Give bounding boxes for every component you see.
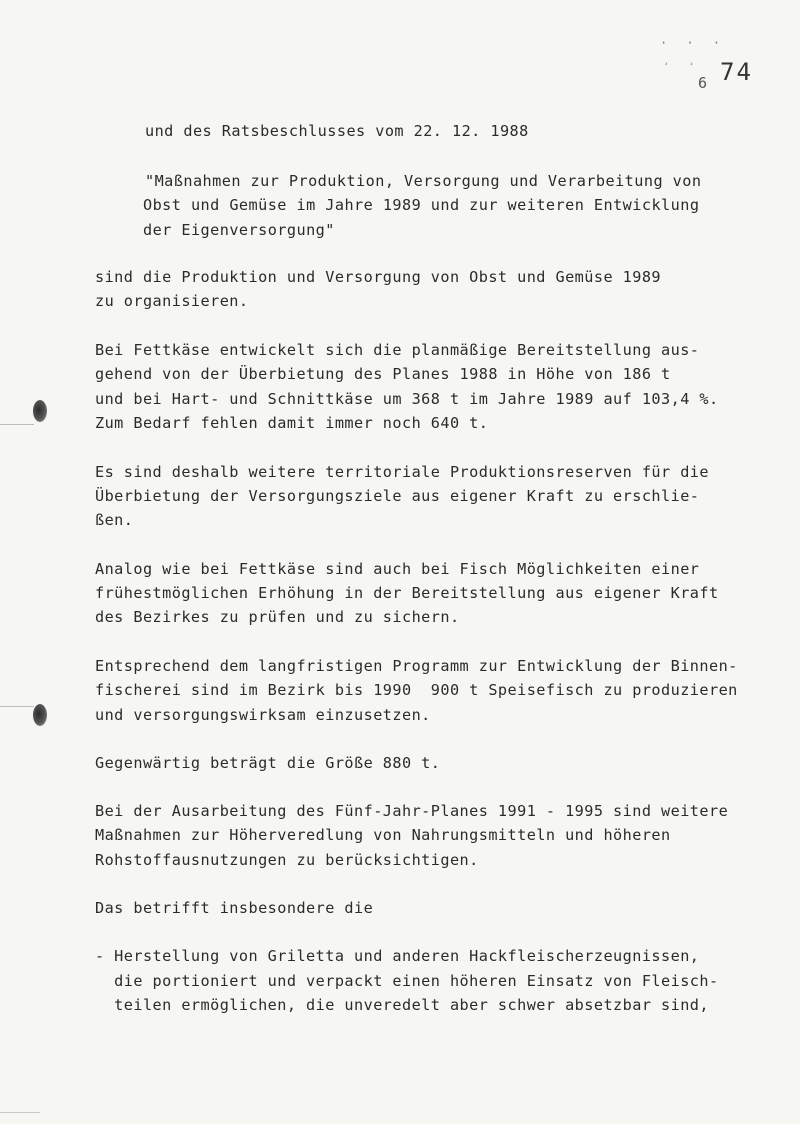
text-line: Entsprechend dem langfristigen Programm zur Entwicklung der Binnen- bbox=[95, 657, 738, 675]
edge-mark-bottom bbox=[0, 1112, 40, 1113]
text-line: und bei Hart- und Schnittkäse um 368 t im Jahre 1989 auf 103,4 %. bbox=[95, 390, 719, 408]
text-line: Es sind deshalb weitere territoriale Produktionsreserven für die bbox=[95, 463, 709, 481]
text-line: ßen. bbox=[95, 511, 134, 529]
text-line: und versorgungswirksam einzusetzen. bbox=[95, 706, 431, 724]
text-line: frühestmöglichen Erhöhung in der Bereitstellung aus eigener Kraft bbox=[95, 584, 719, 602]
text-line: Analog wie bei Fettkäse sind auch bei Fisch Möglichkeiten einer bbox=[95, 560, 700, 578]
text-line: Gegenwärtig beträgt die Größe 880 t. bbox=[95, 754, 441, 772]
text-line: des Bezirkes zu prüfen und zu sichern. bbox=[95, 608, 460, 626]
punch-hole-shadow-top bbox=[0, 424, 34, 425]
text-line: "Maßnahmen zur Produktion, Versorgung und Verarbeitung von bbox=[145, 172, 702, 190]
text-line: Bei Fettkäse entwickelt sich die planmäßige Bereitstellung aus- bbox=[95, 341, 700, 359]
text-line: gehend von der Überbietung des Planes 1988 in Höhe von 186 t bbox=[95, 365, 671, 383]
text-line: Rohstoffausnutzungen zu berücksichtigen. bbox=[95, 851, 479, 869]
page-sub-number: 6 bbox=[698, 74, 708, 92]
text-line: sind die Produktion und Versorgung von Obst und Gemüse 1989 bbox=[95, 268, 662, 286]
list-item-line: - Herstellung von Griletta und anderen Hackfleischerzeugnissen, bbox=[95, 947, 700, 965]
text-line: der Eigenversorgung" bbox=[143, 221, 335, 239]
list-item-line: teilen ermöglichen, die unveredelt aber schwer absetzbar sind, bbox=[95, 996, 709, 1014]
text-line: Bei der Ausarbeitung des Fünf-Jahr-Planes 1991 - 1995 sind weitere bbox=[95, 802, 729, 820]
page-number: 74 bbox=[720, 58, 753, 86]
punch-hole-shadow-bottom bbox=[0, 706, 34, 707]
text-line: Überbietung der Versorgungsziele aus eigener Kraft zu erschlie- bbox=[95, 487, 700, 505]
margin-marks-top: · · · bbox=[660, 36, 727, 50]
text-line: fischerei sind im Bezirk bis 1990 900 t Speisefisch zu produzieren bbox=[95, 681, 738, 699]
punch-hole-bottom bbox=[33, 704, 47, 726]
text-line: Maßnahmen zur Höherveredlung von Nahrungsmitteln und höheren bbox=[95, 826, 671, 844]
punch-hole-top bbox=[33, 400, 47, 422]
text-line: Zum Bedarf fehlen damit immer noch 640 t. bbox=[95, 414, 489, 432]
text-line: und des Ratsbeschlusses vom 22. 12. 1988 bbox=[145, 122, 529, 140]
text-line: zu organisieren. bbox=[95, 292, 249, 310]
list-item-line: die portioniert und verpackt einen höheren Einsatz von Fleisch- bbox=[95, 972, 719, 990]
text-line: Obst und Gemüse im Jahre 1989 und zur weiteren Entwicklung bbox=[143, 196, 700, 214]
margin-marks-mid: ˒ ˒ bbox=[663, 58, 701, 71]
text-line: Das betrifft insbesondere die bbox=[95, 899, 374, 917]
